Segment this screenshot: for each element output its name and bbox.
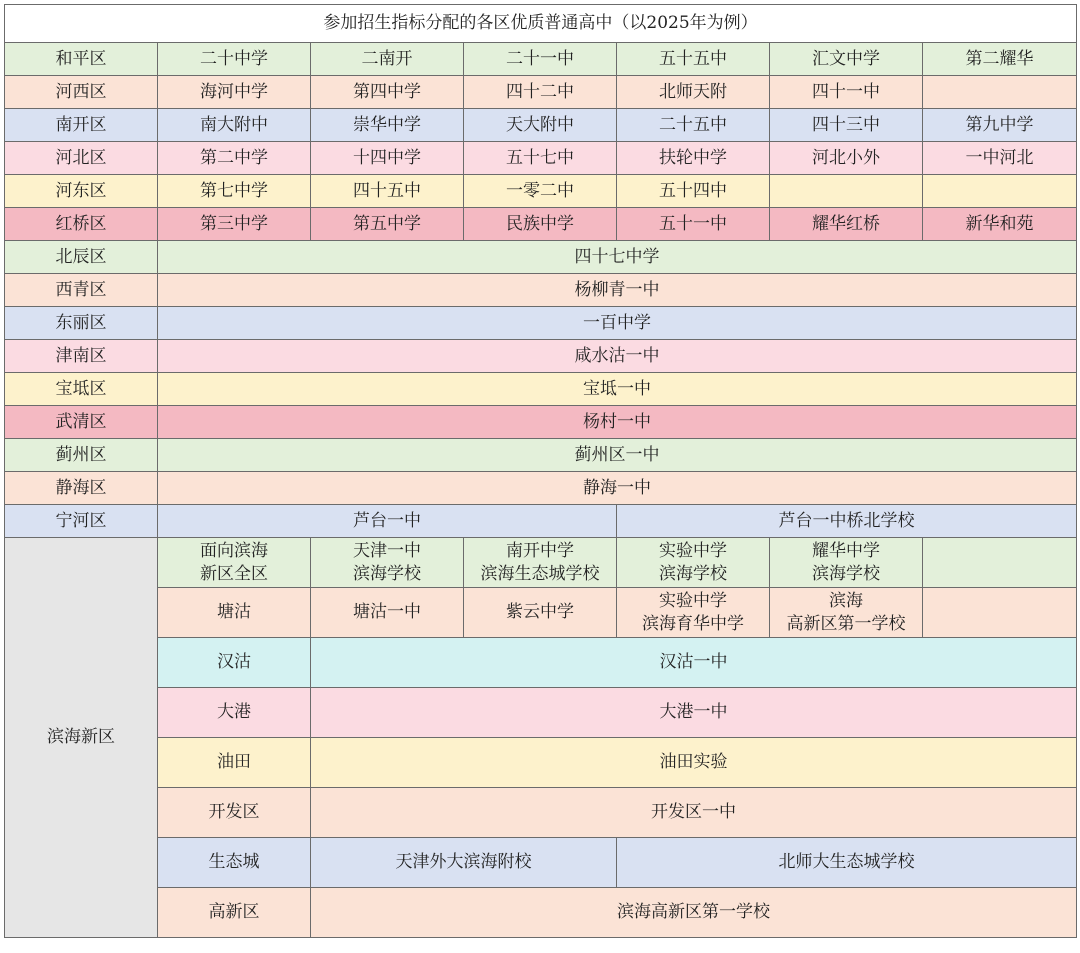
school-cell: 紫云中学: [464, 588, 617, 638]
school-cell: 南大附中: [158, 109, 311, 142]
school-cell: [770, 538, 923, 588]
school-cell: 四十三中: [770, 109, 923, 142]
district-ninghe: 宁河区: [5, 505, 158, 538]
area-cell: 油田: [158, 738, 311, 788]
area-cell: 生态城: [158, 838, 311, 888]
school-line: 南开中学: [506, 540, 574, 561]
school-cell: [770, 588, 923, 638]
school-cell: 杨柳青一中: [158, 274, 1077, 307]
school-line: 滨海学校: [812, 563, 880, 584]
school-cell: 河北小外: [770, 142, 923, 175]
school-cell: 五十五中: [617, 43, 770, 76]
school-line: 天津一中: [353, 540, 421, 561]
school-line: 滨海学校: [659, 563, 727, 584]
school-cell: 第九中学: [923, 109, 1077, 142]
area-cell: 塘沽: [158, 588, 311, 638]
district-baodi: 宝坻区: [5, 373, 158, 406]
district-jizhou: 蓟州区: [5, 439, 158, 472]
school-cell: 五十一中: [617, 208, 770, 241]
empty-cell: [770, 175, 923, 208]
empty-cell: [923, 76, 1077, 109]
school-cell: 五十四中: [617, 175, 770, 208]
school-cell: 一零二中: [464, 175, 617, 208]
school-cell: 北师大生态城学校: [617, 838, 1077, 888]
empty-cell: [923, 538, 1077, 588]
school-cell: 民族中学: [464, 208, 617, 241]
school-allocation-table: [4, 4, 1077, 938]
district-hedong: 河东区: [5, 175, 158, 208]
school-line: 高新区第一学校: [786, 613, 906, 634]
school-cell: 海河中学: [158, 76, 311, 109]
school-cell: 十四中学: [311, 142, 464, 175]
area-cell: 开发区: [158, 788, 311, 838]
school-line: 耀华中学: [812, 540, 880, 561]
school-cell: 第五中学: [311, 208, 464, 241]
school-cell: 二十中学: [158, 43, 311, 76]
school-cell: 油田实验: [311, 738, 1077, 788]
school-cell: [464, 538, 617, 588]
school-cell: 天津外大滨海附校: [311, 838, 617, 888]
district-dongli: 东丽区: [5, 307, 158, 340]
school-cell: 芦台一中: [158, 505, 617, 538]
school-cell: [617, 588, 770, 638]
school-cell: 宝坻一中: [158, 373, 1077, 406]
school-cell: 二十五中: [617, 109, 770, 142]
school-line: 滨海育华中学: [642, 613, 744, 634]
school-cell: 四十一中: [770, 76, 923, 109]
school-cell: 芦台一中桥北学校: [617, 505, 1077, 538]
district-xiqing: 西青区: [5, 274, 158, 307]
school-cell: 崇华中学: [311, 109, 464, 142]
school-line: 实验中学: [659, 590, 727, 611]
district-beichen: 北辰区: [5, 241, 158, 274]
school-cell: 扶轮中学: [617, 142, 770, 175]
school-cell: 新华和苑: [923, 208, 1077, 241]
district-heping: 和平区: [5, 43, 158, 76]
school-cell: 开发区一中: [311, 788, 1077, 838]
area-cell: [158, 538, 311, 588]
school-cell: [617, 538, 770, 588]
school-cell: 第二中学: [158, 142, 311, 175]
district-nankai: 南开区: [5, 109, 158, 142]
school-cell: 汉沽一中: [311, 638, 1077, 688]
district-wuqing: 武清区: [5, 406, 158, 439]
school-cell: 四十七中学: [158, 241, 1077, 274]
school-cell: 第七中学: [158, 175, 311, 208]
area-cell: 汉沽: [158, 638, 311, 688]
school-cell: 第二耀华: [923, 43, 1077, 76]
school-cell: 四十五中: [311, 175, 464, 208]
school-cell: 天大附中: [464, 109, 617, 142]
district-hebei: 河北区: [5, 142, 158, 175]
district-jinnan: 津南区: [5, 340, 158, 373]
school-cell: 第三中学: [158, 208, 311, 241]
empty-cell: [923, 175, 1077, 208]
school-cell: 静海一中: [158, 472, 1077, 505]
school-cell: 四十二中: [464, 76, 617, 109]
school-cell: 五十七中: [464, 142, 617, 175]
school-cell: 北师天附: [617, 76, 770, 109]
school-cell: 一中河北: [923, 142, 1077, 175]
area-line: 面向滨海: [200, 540, 268, 561]
school-cell: [311, 538, 464, 588]
school-line: 实验中学: [659, 540, 727, 561]
empty-cell: [923, 588, 1077, 638]
school-cell: 滨海高新区第一学校: [311, 888, 1077, 938]
area-line: 新区全区: [200, 563, 268, 584]
school-line: 滨海生态城学校: [480, 563, 600, 584]
school-line: 滨海: [829, 590, 863, 611]
school-cell: 大港一中: [311, 688, 1077, 738]
school-cell: 汇文中学: [770, 43, 923, 76]
district-binhai: 滨海新区: [5, 538, 158, 938]
area-cell: 大港: [158, 688, 311, 738]
district-hongqiao: 红桥区: [5, 208, 158, 241]
page: [4, 4, 1076, 949]
table-title: 参加招生指标分配的各区优质普通高中（以2025年为例）: [5, 5, 1077, 43]
school-cell: 二南开: [311, 43, 464, 76]
school-cell: 塘沽一中: [311, 588, 464, 638]
school-cell: 蓟州区一中: [158, 439, 1077, 472]
school-cell: 耀华红桥: [770, 208, 923, 241]
area-cell: 高新区: [158, 888, 311, 938]
school-cell: 一百中学: [158, 307, 1077, 340]
district-hexi: 河西区: [5, 76, 158, 109]
district-jinghai: 静海区: [5, 472, 158, 505]
school-cell: 咸水沽一中: [158, 340, 1077, 373]
school-cell: 杨村一中: [158, 406, 1077, 439]
school-cell: 二十一中: [464, 43, 617, 76]
school-line: 滨海学校: [353, 563, 421, 584]
school-cell: 第四中学: [311, 76, 464, 109]
